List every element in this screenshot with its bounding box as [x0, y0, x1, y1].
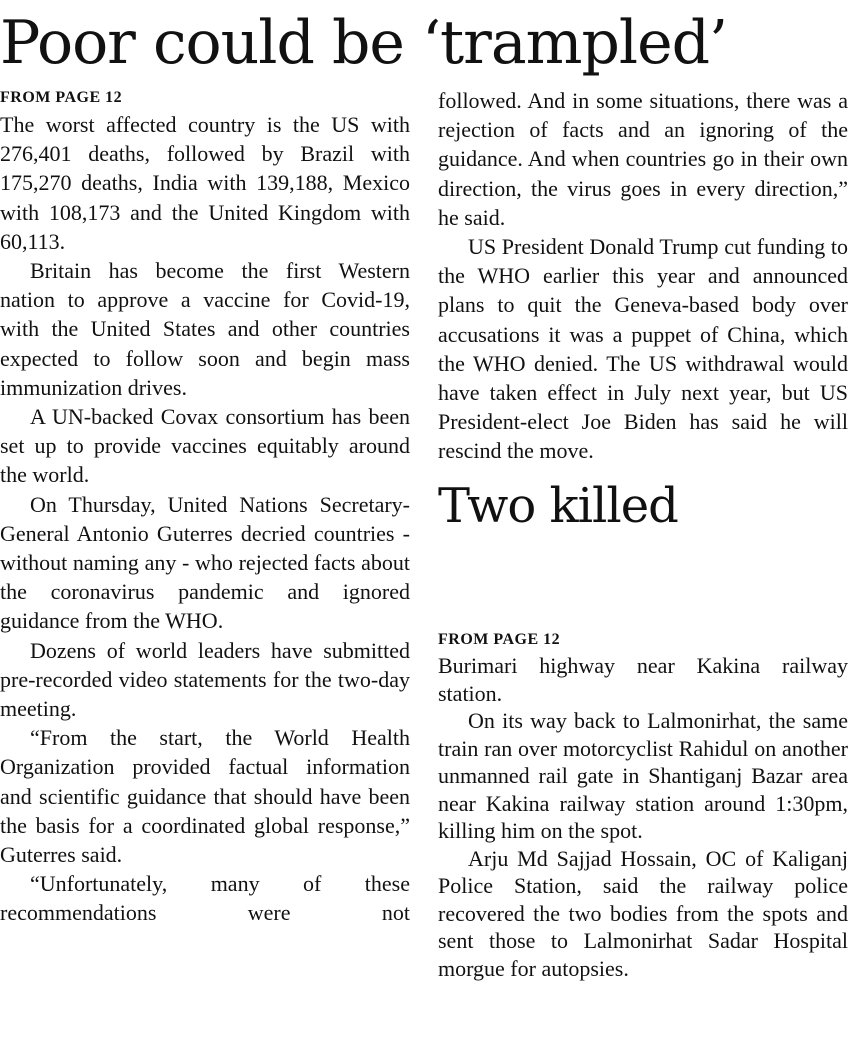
- article1-paragraph: “From the start, the World Health Organization provided factual information and scientific guidance that should have been the basis for a coordinated global response,” Guterres said.: [0, 725, 410, 868]
- article1-left-column: [0, 86, 410, 928]
- article1-paragraph: Dozens of world leaders have submitted pre-recorded video statements for the two-day meeting.: [0, 637, 410, 722]
- article-headline-poor-could-be-trampled: Poor could be ‘trampled’: [0, 8, 728, 78]
- jump-line: FROM PAGE 12: [438, 631, 561, 648]
- article1-right-column: [438, 86, 848, 536]
- jump-line: FROM PAGE 12: [0, 89, 123, 106]
- article1-paragraph: Britain has become the first Western nation to approve a vaccine for Covid-19, with the United States and other countries expected to follow soon and begin mass immunization drives.: [0, 258, 410, 400]
- article2-paragraph: On its way back to Lalmonirhat, the same train ran over motorcyclist Rahidul on another unmanned rail gate in Shantiganj Bazar area near Kakina railway station around 1:30pm, killing him on the spot.: [438, 708, 848, 843]
- article2-column: [438, 628, 848, 982]
- article1-paragraph: “Unfortunately, many of these recommendations were not: [0, 871, 410, 926]
- article1-paragraph: The worst affected country is the US with 276,401 deaths, followed by Brazil with 175,270 deaths, India with 139,188, Mexico with 108,173 and the United Kingdom with 60,113.: [0, 112, 410, 254]
- article1-paragraph: On Thursday, United Nations Secretary-General Antonio Guterres decried countries - without naming any - who rejected facts about the coronavirus pandemic and ignored guidance from the WHO.: [0, 491, 410, 634]
- article1-paragraph: followed. And in some situations, there was a rejection of facts and an ignoring of the guidance. And when countries go in their own direction, the virus goes in every direction,” he said.: [438, 88, 848, 230]
- article2-paragraph: Burimari highway near Kakina railway station.: [438, 653, 848, 706]
- article2-paragraph: Arju Md Sajjad Hossain, OC of Kaliganj Police Station, said the railway police recovered the two bodies from the spots and sent those to Lalmonirhat Sadar Hospital morgue for autopsies.: [438, 845, 848, 981]
- article-headline-two-killed: Two killed: [438, 477, 678, 534]
- article1-paragraph: A UN-backed Covax consortium has been set up to provide vaccines equitably around the world.: [0, 404, 410, 488]
- article1-paragraph: US President Donald Trump cut funding to the WHO earlier this year and announced plans to quit the Geneva-based body over accusations it was a puppet of China, which the WHO denied. The US withdrawal would have taken effect in July next year, but US President-elect Joe Biden has said he will rescind the move.: [438, 234, 848, 464]
